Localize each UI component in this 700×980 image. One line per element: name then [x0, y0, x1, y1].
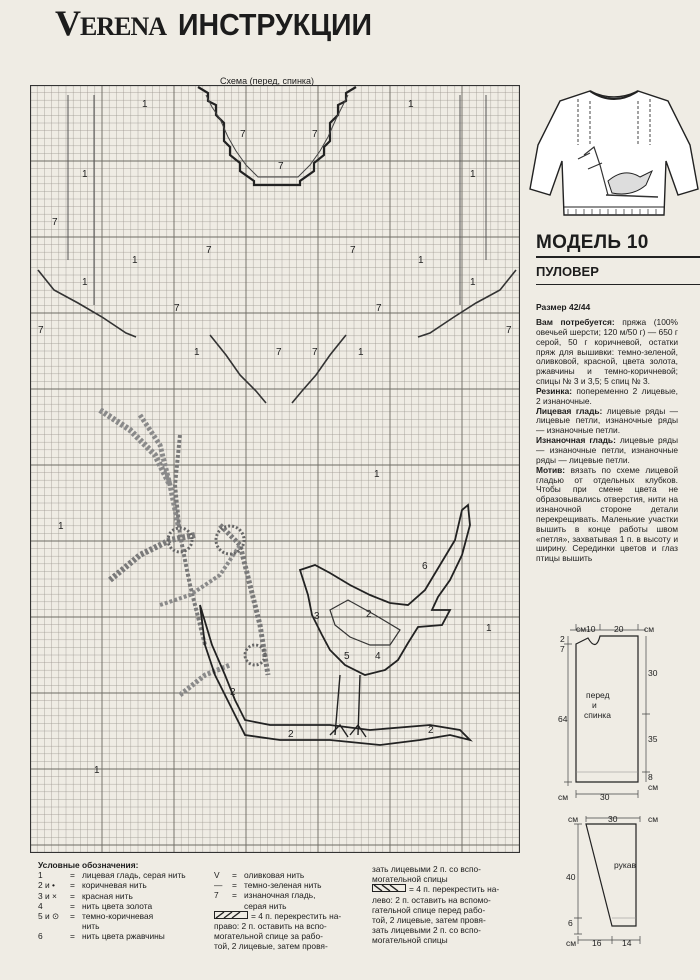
dim-side: 35	[648, 734, 658, 744]
schematic-label: спинка	[584, 710, 611, 720]
num-2: 2	[366, 609, 372, 620]
num-1: 1	[470, 169, 476, 180]
dim-sleeve-cuff: 6	[568, 918, 573, 928]
bird-outline	[300, 505, 470, 675]
num-2: 2	[428, 725, 434, 736]
divider	[536, 284, 700, 285]
num-1: 1	[418, 255, 424, 266]
legend-row: лево: 2 п. оставить на вспомо-	[372, 894, 491, 905]
legend-row: — = темно-зеленая нить	[214, 880, 322, 891]
legend-row: 2 и • = коричневая нить	[38, 880, 147, 891]
bird-wing	[330, 600, 400, 645]
num-6: 6	[422, 561, 428, 572]
schematic-label: перед	[586, 690, 610, 700]
cable-left	[68, 95, 94, 305]
flower-motif	[100, 410, 268, 695]
cable-right	[460, 95, 486, 305]
num-1: 1	[194, 347, 200, 358]
dim-armhole: 30	[648, 668, 658, 678]
knitting-chart	[30, 85, 520, 853]
legend-row: зать лицевыми 2 п. со вспо-	[372, 925, 481, 936]
schema-title: Схема (перед, спинка)	[220, 76, 315, 86]
num-1: 1	[358, 347, 364, 358]
model-title: МОДЕЛЬ 10	[536, 232, 649, 253]
legend-row: V = оливковая нить	[214, 870, 305, 880]
num-7: 7	[206, 245, 212, 256]
dim-unit: см	[648, 782, 659, 792]
num-5: 5	[344, 651, 350, 662]
divider	[536, 256, 700, 258]
legend-row: нить	[82, 921, 100, 932]
num-1: 1	[132, 255, 138, 266]
num-1: 1	[486, 623, 492, 634]
num-7: 7	[350, 245, 356, 256]
num-7: 7	[312, 347, 318, 358]
dim-sleeve-height: 40	[566, 872, 576, 882]
front-back-schematic	[556, 622, 700, 802]
num-1: 1	[470, 277, 476, 288]
page-title: ИНСТРУКЦИИ	[178, 7, 373, 42]
legend-row: право: 2 п. оставить на вспо-	[214, 921, 327, 932]
legend-row: могательной спицы	[372, 935, 448, 946]
sweater-illustration	[528, 85, 700, 225]
num-1: 1	[408, 99, 414, 110]
dim-unit: см	[576, 624, 587, 634]
legend-row: могательной спицы	[372, 874, 448, 885]
legend-row: зать лицевыми 2 п. со вспо-	[372, 864, 481, 874]
dim-unit: см	[648, 814, 659, 824]
num-7: 7	[240, 129, 246, 140]
dim-neck-drop: 2	[560, 634, 565, 644]
legend-col-3	[372, 864, 499, 946]
instruction-paragraph: Изнаночная гладь: лицевые ряды — изнаночные петли, изнаночные ряды — лицевые петли.	[536, 435, 678, 465]
num-7: 7	[376, 303, 382, 314]
num-1: 1	[58, 521, 64, 532]
cross-right-icon	[214, 911, 248, 919]
num-7: 7	[506, 325, 512, 336]
num-3: 3	[314, 611, 320, 622]
legend-row: 5 и ⊙ = темно-коричневая	[38, 911, 154, 922]
schematic-label: и	[592, 700, 597, 710]
dim-sleeve-top: 30	[608, 814, 618, 824]
legend-row: 1 = лицевая гладь, серая нить	[38, 870, 186, 881]
num-1: 1	[142, 99, 148, 110]
instructions-text	[536, 318, 678, 564]
num-7: 7	[174, 303, 180, 314]
sleeve-label: рукав	[614, 860, 637, 870]
legend-col-2	[214, 870, 341, 952]
legend-row: 3 и × = красная нить	[38, 890, 133, 901]
instruction-paragraph: Вам потребуется: пряжа (100% овечьей шерсти; 120 м/50 г) — 650 г серой, 50 г коричневой, остатки пряж для вышивки: темно-зеленой, оливковой, красной, цвета золота, ржавчины и темно-коричневой; спицы № 3 и 3,5; 5 спиц № 3.	[536, 317, 678, 387]
instruction-paragraph: Лицевая гладь: лицевые ряды — лицевые петли, изнаночные ряды — изнаночные петли.	[536, 405, 678, 436]
dim-unit: см	[558, 792, 569, 802]
instruction-paragraph: Резинка: попеременно 2 лицевые, 2 изнаночные.	[536, 385, 678, 406]
neckline-inner	[206, 95, 348, 177]
num-7: 7	[278, 161, 284, 172]
right-raglan-line	[418, 270, 516, 337]
legend-row: той, 2 лицевые, затем провя-	[372, 915, 486, 926]
num-7: 7	[312, 129, 318, 140]
legend-row: 4 = нить цвета золота	[38, 900, 153, 911]
chart-grid	[30, 85, 520, 853]
instruction-paragraph: Мотив: вязать по схеме лицевой гладью от отдельных клубков. Чтобы при смене цвета не образовывались отверстия, нити на изнаночной стороне детали перекрещивать. Маленькие участки вышить в конце работы швом «петля», захватывая 1 п. в высоту и ширину. Серединки цветов и глаз птицы вышить	[536, 464, 678, 564]
legend-row: могательной спице за рабо-	[214, 931, 323, 942]
legend-row: 6 = нить цвета ржавчины	[38, 931, 165, 942]
legend-row: серая нить	[244, 900, 287, 911]
garment-title: ПУЛОВЕР	[536, 264, 599, 279]
dim-top-left: 10	[586, 624, 596, 634]
legend-row: той, 2 лицевые, затем провя-	[214, 941, 328, 952]
size-label: Размер 42/44	[536, 302, 591, 312]
dim-bottom: 30	[600, 792, 610, 802]
dim-rib: 8	[648, 772, 653, 782]
num-7: 7	[52, 217, 58, 228]
cross-left-icon	[372, 884, 406, 892]
num-1: 1	[82, 169, 88, 180]
num-4: 4	[375, 651, 381, 662]
legend-row: гательной спице перед рабо-	[372, 904, 486, 915]
dim-unit: см	[568, 814, 579, 824]
dim-body-height: 64	[558, 714, 568, 724]
dim-sleeve-b1: 16	[592, 938, 602, 948]
legend-row: 7 = изнаночная гладь,	[214, 890, 316, 901]
legend-heading: Условные обозначения:	[38, 860, 139, 870]
num-1: 1	[374, 469, 380, 480]
dim-unit: см	[566, 938, 577, 948]
num-1: 1	[82, 277, 88, 288]
num-1: 1	[94, 765, 100, 776]
num-2: 2	[230, 687, 236, 698]
page-header	[55, 2, 389, 42]
center-v-left	[210, 335, 266, 403]
center-v-right	[292, 335, 346, 403]
num-2: 2	[288, 729, 294, 740]
legend-col-1	[38, 860, 186, 942]
dim-neck-depth: 7	[560, 644, 565, 654]
dim-sleeve-b2: 14	[622, 938, 632, 948]
dim-unit: см	[644, 624, 655, 634]
legend-row: = 4 п. перекрестить на-	[372, 884, 499, 894]
legend-row: = 4 п. перекрестить на-	[214, 911, 341, 921]
sleeve-schematic	[564, 814, 700, 948]
num-7: 7	[276, 347, 282, 358]
num-7: 7	[38, 325, 44, 336]
dim-top-right: 20	[614, 624, 624, 634]
brand-logo: VERENA	[55, 3, 167, 43]
